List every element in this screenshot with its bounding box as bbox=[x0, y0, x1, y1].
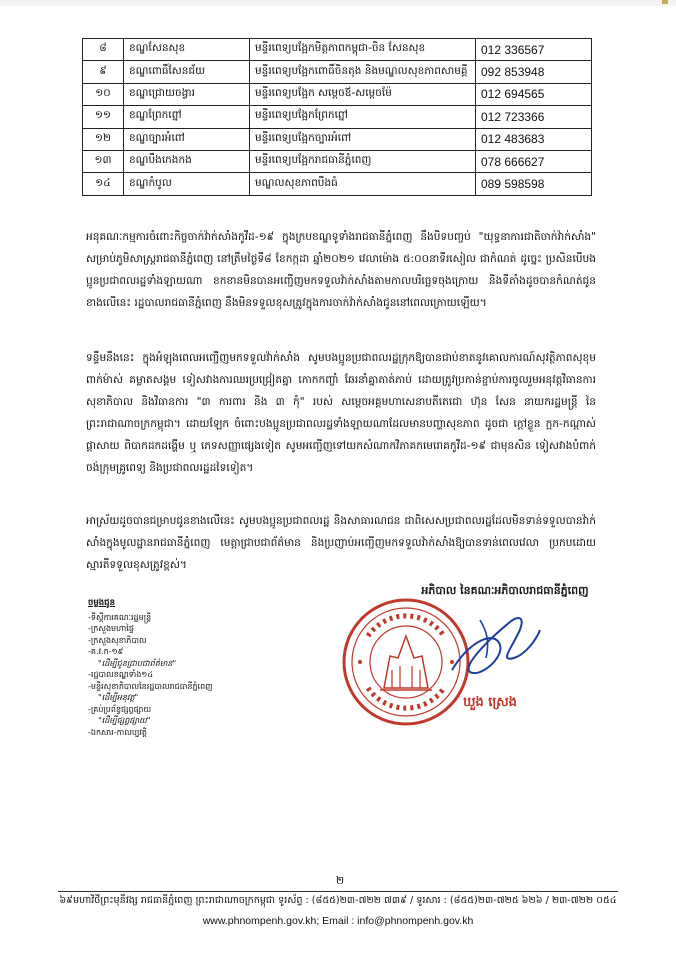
cc-item: -គ.វ.ក-១៩ bbox=[88, 647, 124, 656]
phone-number: 012 483683 bbox=[476, 128, 592, 150]
center-name: មន្ទីរពេទ្យបង្អែកពោធិ៍ចិនតុង និងមណ្ឌលសុខភាពសាមគ្គី bbox=[250, 61, 476, 83]
row-number: ១៣ bbox=[83, 150, 124, 172]
center-name: មន្ទីរពេទ្យបង្អែកច្បារអំពៅ bbox=[250, 128, 476, 150]
cc-item: -ទីស្ដីការគណៈរដ្ឋមន្ត្រី bbox=[88, 612, 152, 622]
cc-purpose: "ដើម្បីជូនជ្រាបជាព័ត៌មាន" bbox=[98, 658, 177, 668]
paragraph-closing: អាស្រ័យដូចបានជម្រាបជូនខាងលើនេះ សូមបងប្អូនប្រជាពលរដ្ឋ និងសាធារណជន ជាពិសេសប្រជាពលរដ្ឋដែលមិនទាន់ទទួលបានវ៉ាក់សាំងក្នុងមូលដ្ឋានរាជធានីភ្នំពេញ មេត្តាជ្រាបជាព័ត៌មាន និងប្រញាប់អញ្ជើញមកទទួលវ៉ាក់សាំងឱ្យបានទាន់ពេលវេលា ប្រកបដោយស្មារតីទទួលខុសត្រូវខ្ពស់។ bbox=[86, 515, 596, 571]
cc-item: -រដ្ឋបាលខណ្ឌទាំង១៤ bbox=[88, 670, 153, 679]
phone-number: 012 694565 bbox=[476, 83, 592, 105]
cc-item: -គ្រប់ប្រព័ន្ធផ្សព្វផ្សាយ bbox=[88, 704, 152, 714]
phone-number: 092 853948 bbox=[476, 61, 592, 83]
row-number: ១១ bbox=[83, 106, 124, 128]
footer-contact: www.phnompenh.gov.kh; Email : info@phnompenh.gov.kh bbox=[202, 915, 474, 927]
table-row bbox=[83, 128, 592, 150]
district-name: ខណ្ឌព្រែកព្នៅ bbox=[124, 106, 250, 128]
phone-number: 078 666627 bbox=[476, 150, 592, 172]
row-number: ១៤ bbox=[83, 173, 124, 195]
center-name: មន្ទីរពេទ្យបង្អែករាជធានីភ្នំពេញ bbox=[250, 150, 476, 172]
cc-item: -ក្រសួងមហាផ្ទៃ bbox=[88, 624, 134, 633]
row-number: ១២ bbox=[83, 128, 124, 150]
center-name: មន្ទីរពេទ្យបង្អែកព្រែកព្នៅ bbox=[250, 106, 476, 128]
table-row bbox=[83, 173, 592, 195]
footer-address: ៦៩មហាវិថីព្រះមុនីវង្ស រាជធានីភ្នំពេញ ព្រះរាជាណាចក្រកម្ពុជា ទូរស័ព្ទ : (៨៥៥)២៣-៧២២ ៧៣៩ / ទូរសារ : (៨៥៥)២៣-៧២៥ ៦២៦ / ២៣-៧២២ ០៥៤ bbox=[59, 895, 617, 906]
row-number: ៨ bbox=[83, 39, 124, 61]
copy-to-list bbox=[88, 598, 278, 738]
cc-item: -ឯកសារ-កាលប្បវត្តិ bbox=[88, 727, 147, 737]
signer-name: ឃួង ស្រេង bbox=[463, 695, 517, 710]
district-name: ខណ្ឌពោធិ៍សែនជ័យ bbox=[124, 61, 250, 83]
handwritten-signature bbox=[440, 600, 550, 690]
paragraph-safety: ទន្ទឹមនឹងនេះ ក្នុងអំឡុងពេលអញ្ជើញមកទទួលវ៉ាក់សាំង សូមបងប្អូនប្រជាពលរដ្ឋក្រុកឱ្យបានជាប់ខាតនូវគោលការណ៍សុវត្ថិភាពសុខុម ពាក់ម៉ាស់ គម្លាតសង្គម ទៀសវាងការឈរប្រជ្រៀតគ្នា កោកកញ្ចាំ ឆែរនាំគ្នាតាត់ភាប់ ដោយត្រូវប្រកាន់ខ្ជាប់ការចូលរួមអនុវត្តវិធានការសុខាភិបាល និងវិធានការ "៣ ការពារ និង ៣ កុំ" របស់ សម្ដេចអគ្គមហាសេនាបតីតេជោ ហ៊ុន សែន នាយករដ្ឋមន្ត្រី នៃព្រះរាជាណាចក្រកម្ពុជា។ ដោយឡែក ចំពោះបងប្អូនប្រជាពលរដ្ឋទាំងឡាយណាដែលមានបញ្ហាសុខភាព ដូចជា ក្ដៅខ្លួន ក្អក-កណ្ដាស់ ផ្ដាសាយ ពិបាកដកដង្ហើម ឬ ភេទសញ្ញាផ្សេងទៀត សូមអញ្ជើញទៅយកសំណាកវិភាគកមេរោគកូវីដ-១៩ ជាមុនសិន ទៀសវាងបំពាក់ចង់ក្រុមគ្រូពេទ្យ និងប្រជាពលរដ្ឋដទៃទៀត។ bbox=[86, 352, 596, 474]
district-name: ខណ្ឌកំបូល bbox=[124, 173, 250, 195]
phone-number: 089 598598 bbox=[476, 173, 592, 195]
center-name: មណ្ឌលសុខភាពបឹងធំ bbox=[250, 173, 476, 195]
cc-purpose: "ដើម្បីផ្សព្វផ្សាយ" bbox=[98, 716, 151, 725]
center-name: មន្ទីរពេទ្យបង្អែកមិត្តភាពកម្ពុជា-ចិន សែនសុខ bbox=[250, 39, 476, 61]
center-name: មន្ទីរពេទ្យបង្អែក សម្ដេចឪ-សម្ដេចម៉ែ bbox=[250, 83, 476, 105]
top-mark bbox=[662, 0, 668, 4]
district-name: ខណ្ឌបឹងកេងកង bbox=[124, 150, 250, 172]
cc-item: -មន្ទីរសុខាភិបាលនៃរដ្ឋបាលរាជធានីភ្នំពេញ bbox=[88, 681, 213, 691]
table-row bbox=[83, 150, 592, 172]
row-number: ១០ bbox=[83, 83, 124, 105]
cc-item: -ក្រសួងសុខាភិបាល bbox=[88, 635, 147, 645]
vaccination-centers-table bbox=[82, 38, 592, 196]
cc-purpose: "ដើម្បីអនុវត្ត" bbox=[98, 693, 139, 702]
footer-divider bbox=[58, 891, 618, 892]
email-link[interactable]: Email : info@phnompenh.gov.kh bbox=[322, 915, 474, 927]
phone-number: 012 336567 bbox=[476, 39, 592, 61]
table-row bbox=[83, 39, 592, 61]
table-row bbox=[83, 61, 592, 83]
district-name: ខណ្ឌច្បារអំពៅ bbox=[124, 128, 250, 150]
table-row bbox=[83, 83, 592, 105]
district-name: ខណ្ឌសែនសុខ bbox=[124, 39, 250, 61]
copy-to-heading: ចម្លងជូន bbox=[88, 598, 115, 608]
paragraph-deadline: អនុគណៈកម្មការចំពោះកិច្ចចាក់វ៉ាក់សាំងកូវីដ-១៩ ក្នុងក្របខណ្ឌទូទាំងរាជធានីភ្នំពេញ នឹងបិទបញ្ចប់ "យុទ្ធនាការជាតិចាក់វ៉ាក់សាំង" សម្រាប់ភូមិសាស្ត្ររាជធានីភ្នំពេញ នៅត្រឹមថ្ងៃទី៨ ខែកក្កដា ឆ្នាំ២០២១ វេលាម៉ោង ៥:០០នាទីរសៀល ជាកំណត់ ដូច្នេះ ប្រសិនបើបងប្អូនប្រជាពលរដ្ឋទាំងឡាយណា ខកខានមិនបានអញ្ជើញមកទទួលវ៉ាក់សាំងតាមកាលបរិច្ឆេទចុងក្រោយ និងទីតាំងដូចបានកំណត់ជូនខាងលើនេះ រដ្ឋបាលរាជធានីភ្នំពេញ នឹងមិនទទួលខុសត្រូវក្នុងការចាក់វ៉ាក់សាំងជូននៅពេលក្រោយឡើយ។ bbox=[86, 231, 596, 309]
signatory-title: អភិបាល នៃគណៈអភិបាលរាជធានីភ្នំពេញ bbox=[421, 584, 589, 597]
table-row bbox=[83, 106, 592, 128]
page-number: ២ bbox=[335, 874, 345, 887]
phone-number: 012 723366 bbox=[476, 106, 592, 128]
website-link[interactable]: www.phnompenh.gov.kh bbox=[202, 915, 317, 927]
row-number: ៩ bbox=[83, 61, 124, 83]
top-band bbox=[0, 0, 676, 6]
district-name: ខណ្ឌជ្រោយចង្វារ bbox=[124, 83, 250, 105]
